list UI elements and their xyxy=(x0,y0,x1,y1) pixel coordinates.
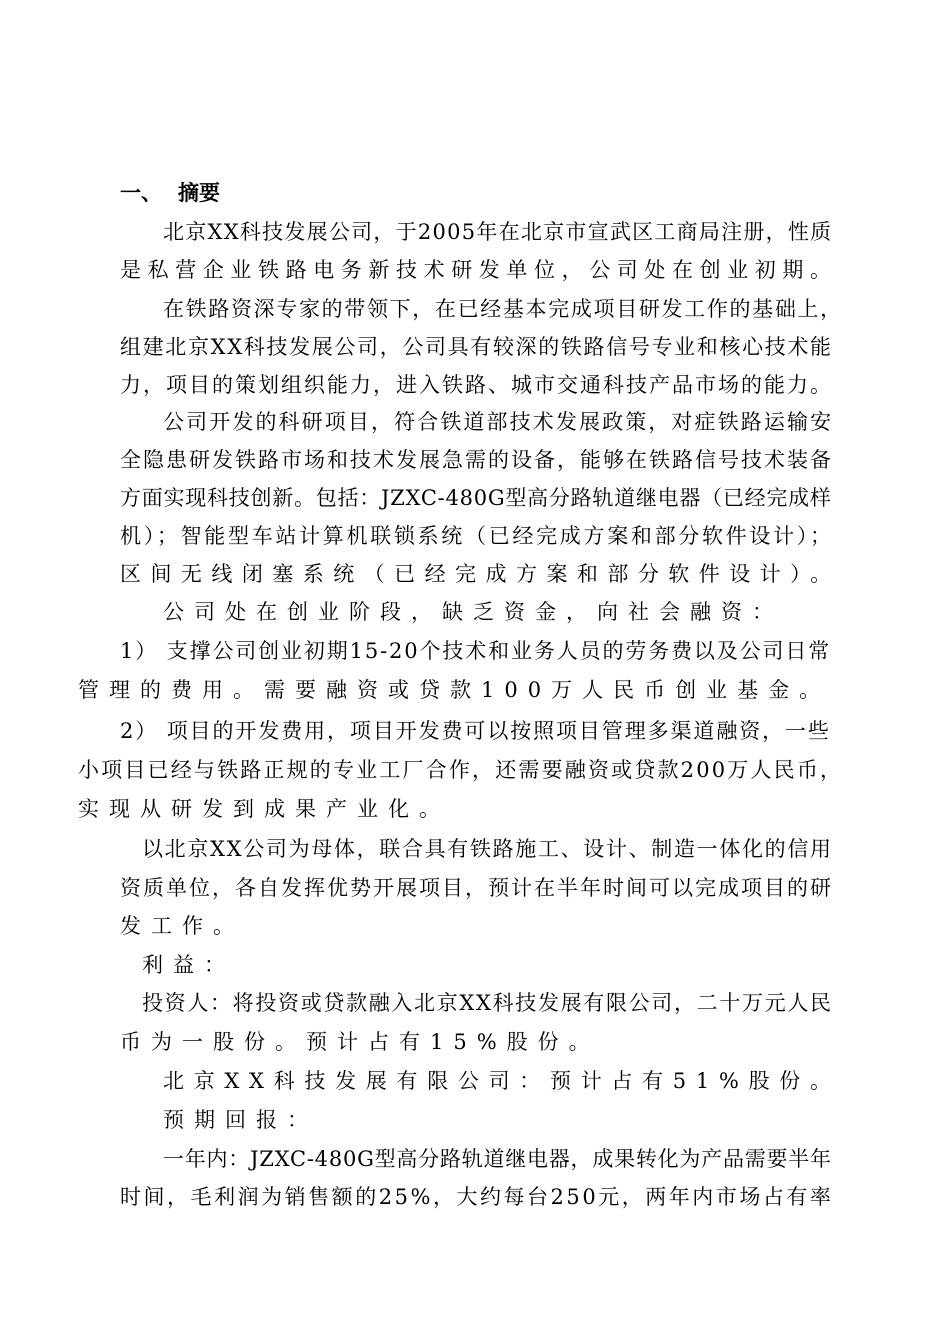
heading-number: 一、 xyxy=(120,181,162,205)
text-line: 方面实现科技创新。包括：JZXC-480G型高分路轨道继电器（已经完成样 xyxy=(120,486,832,510)
text-line: 管理的费用。需要融资或贷款100万人民币创业基金。 xyxy=(78,678,831,702)
text-line: 是私营企业铁路电务新技术研发单位，公司处在创业初期。 xyxy=(120,258,838,282)
text-line: 时间，毛利润为销售额的25%，大约每台250元，两年内市场占有率 xyxy=(120,1185,834,1209)
text-line: 公司开发的科研项目，符合铁道部技术发展政策，对症铁路运输安 xyxy=(163,410,834,434)
text-line: 实现从研发到成果产业化。 xyxy=(78,797,450,821)
text-line: 资质单位，各自发挥优势开展项目，预计在半年时间可以完成项目的研 xyxy=(120,876,833,900)
text-line: 以北京XX公司为母体，联合具有铁路施工、设计、制造一体化的信用 xyxy=(142,837,833,861)
text-line: 一年内：JZXC-480G型高分路轨道继电器，成果转化为产品需要半年 xyxy=(163,1147,832,1171)
text-line: 投资人：将投资或贷款融入北京XX科技发展有限公司，二十万元人民 xyxy=(142,991,833,1015)
text-line: 2） 项目的开发费用，项目开发费可以按照项目管理多渠道融资，一些 xyxy=(120,719,831,743)
text-line: 组建北京XX科技发展公司，公司具有较深的铁路信号专业和核心技术能 xyxy=(120,335,833,359)
text-line: 力，项目的策划组织能力，进入铁路、城市交通科技产品市场的能力。 xyxy=(120,373,833,397)
text-line: 发工作。 xyxy=(120,914,244,938)
text-line: 1） 支撑公司创业初期15-20个技术和业务人员的劳务费以及公司日常 xyxy=(120,639,832,663)
text-line: 利益： xyxy=(142,953,235,977)
text-line: 在铁路资深专家的带领下，在已经基本完成项目研发工作的基础上， xyxy=(163,297,843,321)
text-line: 北京XX科技发展公司，于2005年在北京市宣武区工商局注册，性质 xyxy=(163,220,833,244)
text-line: 机）；智能型车站计算机联锁系统（已经完成方案和部分软件设计）； xyxy=(120,524,834,548)
text-line: 币为一股份。预计占有15%股份。 xyxy=(120,1030,600,1054)
text-line: 全隐患研发铁路市场和技术发展急需的设备，能够在铁路信号技术装备 xyxy=(120,448,833,472)
heading-title: 摘要 xyxy=(178,181,220,205)
text-line: 北京XX科技发展有限公司：预计占有51%股份。 xyxy=(163,1069,841,1093)
text-line: 预期回报： xyxy=(163,1108,318,1132)
text-line: 公司处在创业阶段，缺乏资金，向社会融资： xyxy=(163,600,783,624)
text-line: 小项目已经与铁路正规的专业工厂合作，还需要融资或贷款200万人民币， xyxy=(78,758,844,782)
text-line: 区间无线闭塞系统（已经完成方案和部分软件设计）。 xyxy=(120,562,841,586)
heading xyxy=(120,178,220,208)
